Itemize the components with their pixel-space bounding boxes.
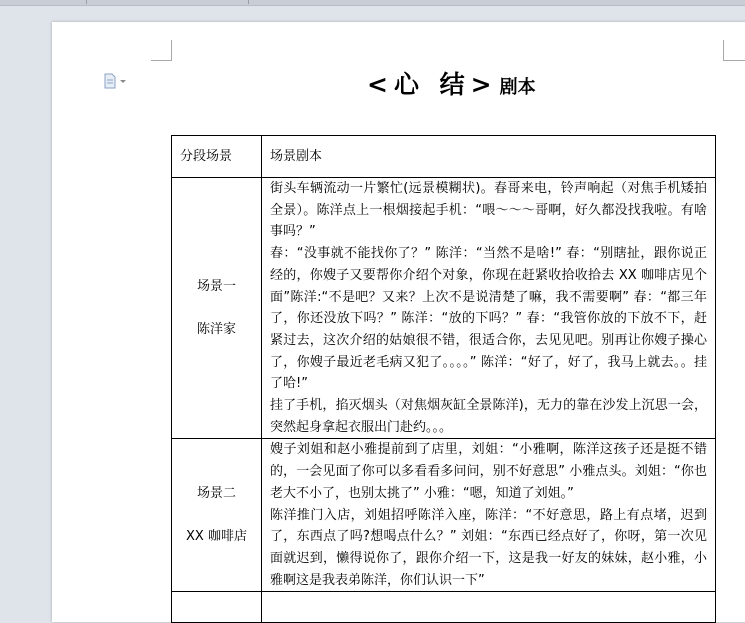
tab-divider — [248, 0, 259, 4]
title-suffix: 剧本 — [499, 77, 536, 98]
scene-cell — [172, 439, 262, 592]
script-paragraph: 挂了手机，掐灭烟头（对焦烟灰缸全景陈洋)，无力的靠在沙发上沉思一会，突然起身拿起衣服出门赴约。。。 — [270, 398, 707, 435]
script-table — [171, 135, 716, 623]
script-paragraph: 春：“没事就不能找你了？” 陈洋：“当然不是啥!” 春：“别瞎扯，跟你说正经的，你嫂子又要帮你介绍个对象，你现在赶紧收拾收拾去 XX 咖啡店见个面”陈洋:“不是吧？又来？上次不是说清楚了嘛，我不需要啊” 春：“都三年了，你还没放下吗？” 陈洋：“放的下吗？” 春：“我管你放的下放不下，赶紧过去，这次介绍的姑娘很不错，很适合你，去见见吧。别再让你嫂子操心了，你嫂子最近老毛病又犯了。。。。” 陈洋：“好了，好了，我马上就去。。挂了哈!” — [270, 246, 707, 392]
script-cell — [262, 439, 716, 592]
table-header-row — [172, 136, 716, 178]
script-cell — [262, 178, 716, 439]
crop-mark-top-left — [151, 40, 172, 61]
window-top-bar — [0, 0, 745, 6]
paste-options-icon[interactable] — [103, 73, 129, 89]
script-paragraph: 街头车辆流动一片繁忙(远景模糊状)。春哥来电，铃声响起（对焦手机矮拍全景）。陈洋点上一根烟接起手机：“喂～～～哥啊，好久都没找我啦。有啥事吗？” — [270, 181, 707, 240]
scene-place: 陈洋家 — [196, 321, 236, 337]
script-paragraph: 嫂子刘姐和赵小雅提前到了店里，刘姐：“小雅啊，陈洋这孩子还是挺不错的，一会见面了你可以多看看多问问，别不好意思” 小雅点头。刘姐：“你也老大不小了，也别太挑了” 小雅：“嗯，知道了刘姐。” — [270, 442, 707, 501]
header-cell-script: 场景剧本 — [262, 136, 716, 178]
scene-cell — [172, 592, 262, 623]
scene-name: 场景二 — [196, 486, 236, 502]
script-paragraph: 陈洋推门入店，刘姐招呼陈洋入座，陈洋：“不好意思，路上有点堵，迟到了，东西点了吗?想喝点什么？” 刘姐：“东西已经点好了，你呀，第一次见面就迟到，懒得说你了，跟你介绍一下，这是我一好友的妹妹，赵小雅，小雅啊这是我表弟陈洋，你们认识一下” — [270, 507, 707, 588]
table-row — [172, 178, 716, 439]
table-row — [172, 592, 716, 623]
scene-place: XX 咖啡店 — [186, 528, 247, 544]
document-title — [367, 65, 536, 99]
tab-divider — [76, 0, 87, 4]
scene-cell — [172, 178, 262, 439]
script-cell — [262, 592, 716, 623]
crop-mark-top-right — [723, 40, 745, 61]
table-row — [172, 439, 716, 592]
title-main: <心 结> — [367, 70, 498, 99]
header-cell-scene: 分段场景 — [172, 136, 262, 178]
scene-name: 场景一 — [196, 279, 236, 295]
